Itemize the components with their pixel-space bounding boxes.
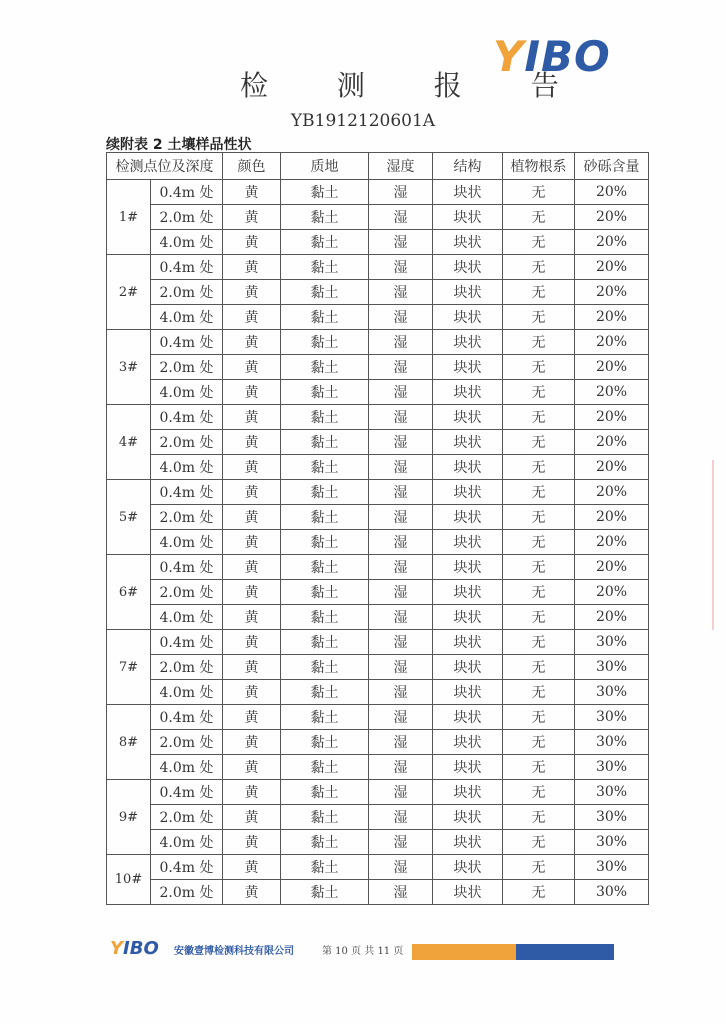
depth-cell: 2.0m 处 [151,730,223,755]
footer [110,940,614,962]
gravel-cell: 30% [575,730,649,755]
roots-cell: 无 [503,380,575,405]
gravel-cell: 30% [575,655,649,680]
color-cell: 黄 [223,305,281,330]
humidity-cell: 湿 [369,255,433,280]
color-cell: 黄 [223,530,281,555]
structure-cell: 块状 [433,505,503,530]
humidity-cell: 湿 [369,430,433,455]
site-cell: 8# [107,705,151,780]
footer-bar-blue [516,944,614,960]
roots-cell: 无 [503,480,575,505]
roots-cell: 无 [503,505,575,530]
logo-letter-y: Y [493,32,525,81]
table-row [107,505,649,530]
texture-cell: 黏土 [281,805,369,830]
humidity-cell: 湿 [369,755,433,780]
color-cell: 黄 [223,755,281,780]
humidity-cell: 湿 [369,205,433,230]
structure-cell: 块状 [433,430,503,455]
roots-cell: 无 [503,580,575,605]
roots-cell: 无 [503,305,575,330]
roots-cell: 无 [503,430,575,455]
header-structure: 结构 [433,153,503,180]
structure-cell: 块状 [433,255,503,280]
humidity-cell: 湿 [369,530,433,555]
report-number: YB1912120601A [290,111,436,131]
humidity-cell: 湿 [369,580,433,605]
roots-cell: 无 [503,530,575,555]
structure-cell: 块状 [433,205,503,230]
roots-cell: 无 [503,255,575,280]
depth-cell: 2.0m 处 [151,505,223,530]
depth-cell: 0.4m 处 [151,855,223,880]
table-row [107,430,649,455]
color-cell: 黄 [223,580,281,605]
table-row [107,280,649,305]
depth-cell: 4.0m 处 [151,680,223,705]
depth-cell: 0.4m 处 [151,780,223,805]
humidity-cell: 湿 [369,655,433,680]
humidity-cell: 湿 [369,180,433,205]
depth-cell: 2.0m 处 [151,355,223,380]
header-point-depth: 检测点位及深度 [107,153,223,180]
humidity-cell: 湿 [369,555,433,580]
gravel-cell: 30% [575,880,649,905]
depth-cell: 4.0m 处 [151,755,223,780]
color-cell: 黄 [223,730,281,755]
table-row [107,555,649,580]
table-row [107,680,649,705]
color-cell: 黄 [223,180,281,205]
structure-cell: 块状 [433,830,503,855]
color-cell: 黄 [223,405,281,430]
gravel-cell: 20% [575,355,649,380]
table-row [107,805,649,830]
texture-cell: 黏土 [281,280,369,305]
gravel-cell: 20% [575,480,649,505]
site-cell: 2# [107,255,151,330]
table-caption: 续附表 2 土壤样品性状 [106,137,252,153]
depth-cell: 2.0m 处 [151,430,223,455]
table-row [107,305,649,330]
structure-cell: 块状 [433,180,503,205]
texture-cell: 黏土 [281,205,369,230]
table-row [107,180,649,205]
header-gravel: 砂砾含量 [575,153,649,180]
color-cell: 黄 [223,880,281,905]
depth-cell: 0.4m 处 [151,705,223,730]
color-cell: 黄 [223,555,281,580]
texture-cell: 黏土 [281,655,369,680]
texture-cell: 黏土 [281,255,369,280]
gravel-cell: 20% [575,180,649,205]
structure-cell: 块状 [433,380,503,405]
site-cell: 7# [107,630,151,705]
structure-cell: 块状 [433,330,503,355]
table-row [107,655,649,680]
gravel-cell: 30% [575,630,649,655]
texture-cell: 黏土 [281,730,369,755]
color-cell: 黄 [223,205,281,230]
gravel-cell: 30% [575,755,649,780]
depth-cell: 0.4m 处 [151,180,223,205]
site-cell: 1# [107,180,151,255]
roots-cell: 无 [503,455,575,480]
gravel-cell: 30% [575,805,649,830]
roots-cell: 无 [503,880,575,905]
table-header-row [107,153,649,180]
structure-cell: 块状 [433,880,503,905]
color-cell: 黄 [223,705,281,730]
page-title: 检 测 报 告 [240,69,589,102]
roots-cell: 无 [503,355,575,380]
color-cell: 黄 [223,780,281,805]
table-row [107,455,649,480]
table-row [107,355,649,380]
texture-cell: 黏土 [281,505,369,530]
gravel-cell: 20% [575,380,649,405]
humidity-cell: 湿 [369,380,433,405]
roots-cell: 无 [503,230,575,255]
texture-cell: 黏土 [281,330,369,355]
humidity-cell: 湿 [369,480,433,505]
roots-cell: 无 [503,555,575,580]
roots-cell: 无 [503,205,575,230]
roots-cell: 无 [503,680,575,705]
table-row [107,405,649,430]
texture-cell: 黏土 [281,430,369,455]
humidity-cell: 湿 [369,305,433,330]
depth-cell: 4.0m 处 [151,230,223,255]
gravel-cell: 20% [575,505,649,530]
color-cell: 黄 [223,855,281,880]
humidity-cell: 湿 [369,805,433,830]
humidity-cell: 湿 [369,230,433,255]
texture-cell: 黏土 [281,855,369,880]
humidity-cell: 湿 [369,830,433,855]
gravel-cell: 20% [575,255,649,280]
depth-cell: 0.4m 处 [151,480,223,505]
logo-letters: IBO [524,32,611,81]
gravel-cell: 20% [575,430,649,455]
roots-cell: 无 [503,780,575,805]
gravel-cell: 30% [575,680,649,705]
footer-logo [110,938,159,959]
table-row [107,605,649,630]
humidity-cell: 湿 [369,730,433,755]
gravel-cell: 30% [575,830,649,855]
table-body [107,180,649,905]
texture-cell: 黏土 [281,680,369,705]
table-row [107,705,649,730]
gravel-cell: 20% [575,580,649,605]
structure-cell: 块状 [433,780,503,805]
table-row [107,580,649,605]
structure-cell: 块状 [433,805,503,830]
roots-cell: 无 [503,755,575,780]
header-humidity: 湿度 [369,153,433,180]
texture-cell: 黏土 [281,580,369,605]
depth-cell: 4.0m 处 [151,455,223,480]
texture-cell: 黏土 [281,380,369,405]
texture-cell: 黏土 [281,230,369,255]
texture-cell: 黏土 [281,530,369,555]
roots-cell: 无 [503,830,575,855]
humidity-cell: 湿 [369,880,433,905]
texture-cell: 黏土 [281,880,369,905]
color-cell: 黄 [223,355,281,380]
table-row [107,255,649,280]
humidity-cell: 湿 [369,605,433,630]
texture-cell: 黏土 [281,780,369,805]
soil-sample-table [106,152,649,905]
humidity-cell: 湿 [369,680,433,705]
footer-bar-orange [412,944,516,960]
gravel-cell: 20% [575,555,649,580]
structure-cell: 块状 [433,305,503,330]
table-row [107,780,649,805]
structure-cell: 块状 [433,605,503,630]
edge-stamp-mark [712,460,726,630]
humidity-cell: 湿 [369,855,433,880]
structure-cell: 块状 [433,405,503,430]
color-cell: 黄 [223,605,281,630]
structure-cell: 块状 [433,555,503,580]
humidity-cell: 湿 [369,780,433,805]
color-cell: 黄 [223,630,281,655]
depth-cell: 2.0m 处 [151,880,223,905]
color-cell: 黄 [223,430,281,455]
depth-cell: 2.0m 处 [151,580,223,605]
depth-cell: 4.0m 处 [151,380,223,405]
roots-cell: 无 [503,180,575,205]
gravel-cell: 20% [575,530,649,555]
header-roots: 植物根系 [503,153,575,180]
depth-cell: 0.4m 处 [151,255,223,280]
humidity-cell: 湿 [369,355,433,380]
color-cell: 黄 [223,655,281,680]
texture-cell: 黏土 [281,480,369,505]
structure-cell: 块状 [433,755,503,780]
footer-logo-y: Y [110,938,124,959]
depth-cell: 4.0m 处 [151,830,223,855]
color-cell: 黄 [223,330,281,355]
structure-cell: 块状 [433,655,503,680]
texture-cell: 黏土 [281,180,369,205]
table-row [107,730,649,755]
gravel-cell: 20% [575,405,649,430]
humidity-cell: 湿 [369,405,433,430]
roots-cell: 无 [503,280,575,305]
table-row [107,755,649,780]
color-cell: 黄 [223,455,281,480]
roots-cell: 无 [503,655,575,680]
humidity-cell: 湿 [369,505,433,530]
table-row [107,855,649,880]
texture-cell: 黏土 [281,355,369,380]
gravel-cell: 20% [575,205,649,230]
table-row [107,205,649,230]
gravel-cell: 20% [575,605,649,630]
texture-cell: 黏土 [281,605,369,630]
depth-cell: 2.0m 处 [151,655,223,680]
structure-cell: 块状 [433,580,503,605]
site-cell: 4# [107,405,151,480]
texture-cell: 黏土 [281,455,369,480]
color-cell: 黄 [223,480,281,505]
depth-cell: 4.0m 处 [151,305,223,330]
structure-cell: 块状 [433,230,503,255]
table-row [107,330,649,355]
structure-cell: 块状 [433,455,503,480]
roots-cell: 无 [503,630,575,655]
color-cell: 黄 [223,830,281,855]
texture-cell: 黏土 [281,555,369,580]
table-row [107,630,649,655]
structure-cell: 块状 [433,630,503,655]
gravel-cell: 20% [575,230,649,255]
gravel-cell: 30% [575,705,649,730]
gravel-cell: 20% [575,330,649,355]
color-cell: 黄 [223,230,281,255]
depth-cell: 0.4m 处 [151,555,223,580]
structure-cell: 块状 [433,855,503,880]
roots-cell: 无 [503,730,575,755]
site-cell: 6# [107,555,151,630]
texture-cell: 黏土 [281,705,369,730]
texture-cell: 黏土 [281,405,369,430]
structure-cell: 块状 [433,730,503,755]
color-cell: 黄 [223,505,281,530]
depth-cell: 0.4m 处 [151,330,223,355]
depth-cell: 4.0m 处 [151,605,223,630]
texture-cell: 黏土 [281,630,369,655]
depth-cell: 0.4m 处 [151,405,223,430]
humidity-cell: 湿 [369,705,433,730]
depth-cell: 2.0m 处 [151,805,223,830]
header-color: 颜色 [223,153,281,180]
roots-cell: 无 [503,605,575,630]
structure-cell: 块状 [433,530,503,555]
humidity-cell: 湿 [369,455,433,480]
structure-cell: 块状 [433,480,503,505]
table-row [107,880,649,905]
table-row [107,530,649,555]
table-row [107,230,649,255]
texture-cell: 黏土 [281,830,369,855]
roots-cell: 无 [503,405,575,430]
humidity-cell: 湿 [369,280,433,305]
depth-cell: 2.0m 处 [151,280,223,305]
header-texture: 质地 [281,153,369,180]
table-row [107,830,649,855]
color-cell: 黄 [223,255,281,280]
table-row [107,480,649,505]
color-cell: 黄 [223,380,281,405]
footer-logo-letters: IBO [123,938,159,959]
company-name: 安徽壹博检测科技有限公司 [174,946,294,957]
site-cell: 3# [107,330,151,405]
roots-cell: 无 [503,705,575,730]
color-cell: 黄 [223,805,281,830]
gravel-cell: 20% [575,455,649,480]
humidity-cell: 湿 [369,330,433,355]
roots-cell: 无 [503,330,575,355]
gravel-cell: 30% [575,780,649,805]
depth-cell: 4.0m 处 [151,530,223,555]
gravel-cell: 30% [575,855,649,880]
color-cell: 黄 [223,280,281,305]
texture-cell: 黏土 [281,305,369,330]
page-number: 第 10 页 共 11 页 [322,946,404,957]
roots-cell: 无 [503,805,575,830]
site-cell: 10# [107,855,151,905]
gravel-cell: 20% [575,305,649,330]
depth-cell: 2.0m 处 [151,205,223,230]
roots-cell: 无 [503,855,575,880]
structure-cell: 块状 [433,705,503,730]
table-row [107,380,649,405]
site-cell: 5# [107,480,151,555]
humidity-cell: 湿 [369,630,433,655]
depth-cell: 0.4m 处 [151,630,223,655]
structure-cell: 块状 [433,680,503,705]
color-cell: 黄 [223,680,281,705]
texture-cell: 黏土 [281,755,369,780]
structure-cell: 块状 [433,280,503,305]
gravel-cell: 20% [575,280,649,305]
structure-cell: 块状 [433,355,503,380]
site-cell: 9# [107,780,151,855]
